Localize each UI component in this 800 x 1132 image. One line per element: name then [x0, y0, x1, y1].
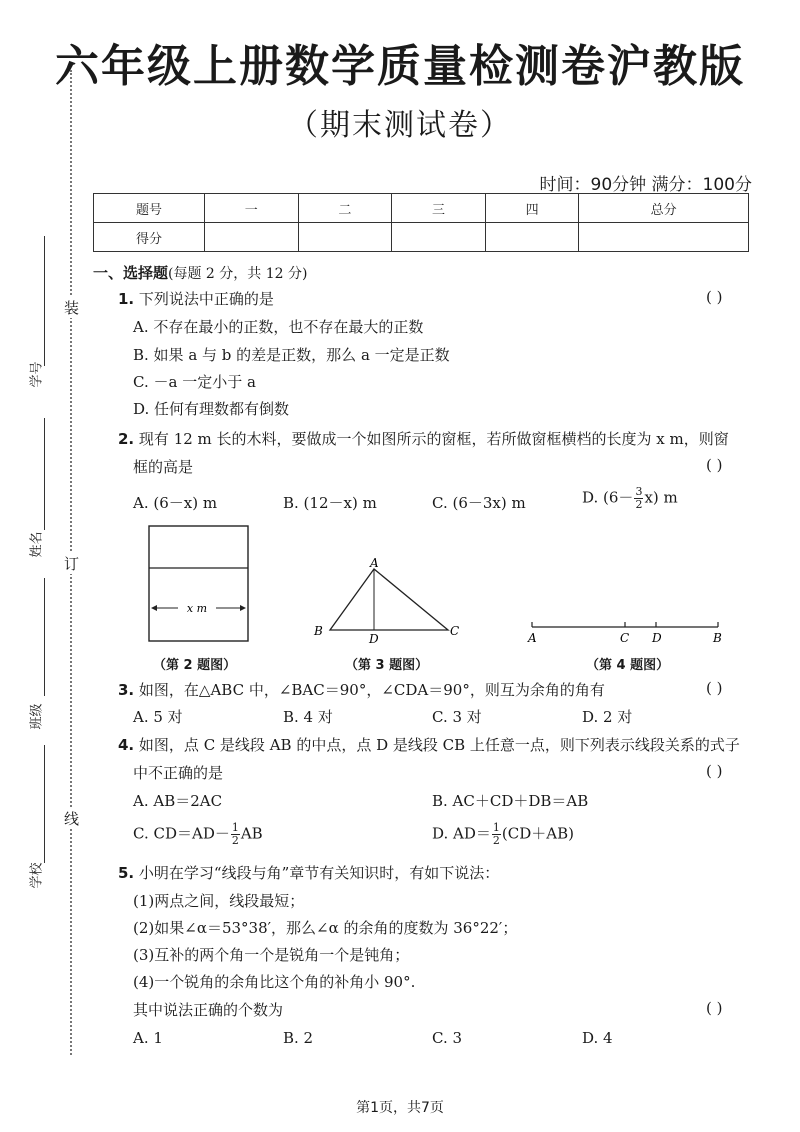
- score-cell[interactable]: [298, 223, 392, 252]
- option-c: C. 3 对: [432, 708, 482, 726]
- option-b: B. 如果 a 与 b 的差是正数，那么 a 一定是正数: [133, 346, 450, 364]
- point-label: B: [314, 624, 323, 638]
- option-d: D. 任何有理数都有倒数: [133, 400, 290, 418]
- score-table-col: 四: [485, 194, 579, 223]
- school-label: 学校: [29, 862, 45, 889]
- question-number: 3.: [118, 681, 135, 699]
- triangle-abc: [330, 569, 448, 630]
- score-table-col: 一: [205, 194, 299, 223]
- option-d-suffix: (CD＋AB): [501, 824, 574, 843]
- option-b: B. 4 对: [283, 708, 333, 726]
- option-c: C. 3: [432, 1029, 463, 1047]
- point-label: D: [652, 631, 662, 645]
- option-c: C. －a 一定小于 a: [133, 373, 256, 391]
- binding-char: 线: [64, 810, 80, 828]
- class-label: 班级: [29, 703, 45, 730]
- question-number: 1.: [118, 290, 135, 308]
- option-d: [582, 486, 678, 511]
- statement-item: (3)互补的两个角一个是锐角一个是钝角；: [133, 946, 410, 964]
- option-d: D. 4: [582, 1029, 613, 1047]
- point-label: C: [450, 624, 460, 638]
- score-cell[interactable]: [392, 223, 486, 252]
- fraction-numerator: 3: [635, 485, 643, 498]
- point-label: C: [620, 631, 630, 645]
- point-label: B: [713, 631, 722, 645]
- question-5: [118, 862, 499, 883]
- answer-blank[interactable]: ( ): [706, 288, 723, 306]
- option-c-suffix: AB: [240, 824, 263, 843]
- fraction-denominator: 2: [635, 498, 643, 511]
- question-4: [118, 734, 740, 755]
- figure-4-caption: （第 4 题图）: [586, 658, 670, 673]
- score-cell[interactable]: [205, 223, 299, 252]
- section-label: 一、选择题: [93, 264, 169, 282]
- statement-item: (4)一个锐角的余角比这个角的补角小 90°.: [133, 973, 416, 991]
- question-5-ask: 其中说法正确的个数为: [133, 1001, 284, 1019]
- question-number: 4.: [118, 736, 135, 754]
- answer-blank[interactable]: ( ): [706, 762, 723, 780]
- figure-3-caption: （第 3 题图）: [345, 658, 429, 673]
- fraction-denominator: 2: [231, 834, 239, 847]
- option-c: [133, 822, 263, 847]
- score-cell[interactable]: [485, 223, 579, 252]
- name-label: 姓名: [29, 531, 45, 558]
- student-id-line: [44, 236, 45, 366]
- point-label: A: [528, 631, 537, 645]
- question-text: 现有 12 m 长的木料，要做成一个如图所示的窗框，若所做窗框横档的长度为 x m，则窗: [138, 430, 729, 448]
- question-2-line2: 框的高是: [133, 458, 194, 476]
- time-score-info: 时间：90分钟 满分：100分: [539, 175, 752, 195]
- option-c: C. (6－3x) m: [432, 494, 526, 512]
- arrow-left-icon: [151, 605, 157, 611]
- figure-2-caption: （第 2 题图）: [153, 658, 237, 673]
- option-d-prefix: D. (6－: [582, 488, 634, 507]
- page-subtitle: （期末测试卷）: [288, 108, 512, 143]
- dimension-label: x m: [186, 602, 208, 615]
- question-text: 下列说法中正确的是: [138, 290, 274, 308]
- question-number: 5.: [118, 864, 135, 882]
- question-1: [118, 288, 274, 309]
- question-text: 如图，点 C 是线段 AB 的中点，点 D 是线段 CB 上任意一点，则下列表示线段关系的式子: [138, 736, 740, 754]
- fraction-denominator: 2: [492, 834, 500, 847]
- score-table-row-label: 题号: [94, 194, 205, 223]
- student-id-label: 学号: [29, 361, 45, 388]
- option-d: [432, 822, 574, 847]
- fraction: [231, 822, 240, 847]
- option-b: B. AC＋CD＋DB＝AB: [432, 792, 589, 810]
- point-label: D: [369, 632, 379, 645]
- window-outer-frame: [149, 526, 248, 641]
- figure-2-window-frame: [148, 525, 250, 643]
- score-table-row-label: 得分: [94, 223, 205, 252]
- section-heading: [93, 262, 307, 283]
- answer-blank[interactable]: ( ): [706, 456, 723, 474]
- option-a: A. (6－x) m: [133, 494, 218, 512]
- option-c-prefix: C. CD＝AD－: [133, 824, 230, 843]
- binding-char: 订: [64, 555, 80, 573]
- option-b: B. (12－x) m: [283, 494, 377, 512]
- fraction: [634, 486, 643, 511]
- option-a: A. AB＝2AC: [133, 792, 223, 810]
- question-4-line2: 中不正确的是: [133, 764, 224, 782]
- school-line: [44, 745, 45, 863]
- fraction-numerator: 1: [492, 821, 500, 834]
- point-label: A: [370, 556, 379, 570]
- statement-item: (2)如果∠α＝53°38′，那么∠α 的余角的度数为 36°22′；: [133, 919, 518, 937]
- question-2: [118, 428, 729, 449]
- score-cell[interactable]: [579, 223, 749, 252]
- answer-blank[interactable]: ( ): [706, 679, 723, 697]
- figure-3-triangle: [310, 555, 470, 645]
- option-a: A. 5 对: [133, 708, 183, 726]
- statement-item: (1)两点之间，线段最短；: [133, 892, 305, 910]
- class-line: [44, 578, 45, 696]
- question-text: 小明在学习“线段与角”章节有关知识时，有如下说法：: [138, 864, 500, 882]
- figure-4-segment: [522, 612, 727, 646]
- section-note: (每题 2 分，共 12 分): [168, 266, 308, 282]
- option-a: A. 1: [133, 1029, 163, 1047]
- arrow-right-icon: [240, 605, 246, 611]
- question-text: 如图，在△ABC 中，∠BAC＝90°，∠CDA＝90°，则互为余角的角有: [138, 681, 605, 699]
- question-number: 2.: [118, 430, 135, 448]
- binding-char: 装: [64, 299, 80, 317]
- option-d-suffix: x) m: [644, 488, 678, 507]
- option-a: A. 不存在最小的正数，也不存在最大的正数: [133, 318, 424, 336]
- page-number: 第1页，共7页: [356, 1100, 444, 1116]
- option-b: B. 2: [283, 1029, 314, 1047]
- option-d-prefix: D. AD＝: [432, 824, 491, 843]
- page-title: 六年级上册数学质量检测卷沪教版: [55, 41, 745, 92]
- option-d: D. 2 对: [582, 708, 633, 726]
- fraction: [492, 822, 501, 847]
- name-line: [44, 418, 45, 530]
- score-table-score-row: [94, 223, 749, 252]
- score-table: [93, 193, 749, 252]
- answer-blank[interactable]: ( ): [706, 999, 723, 1017]
- score-table-col: 总分: [579, 194, 749, 223]
- question-3: [118, 679, 605, 700]
- fraction-numerator: 1: [231, 821, 239, 834]
- score-table-col: 二: [298, 194, 392, 223]
- score-table-header-row: [94, 194, 749, 223]
- score-table-col: 三: [392, 194, 486, 223]
